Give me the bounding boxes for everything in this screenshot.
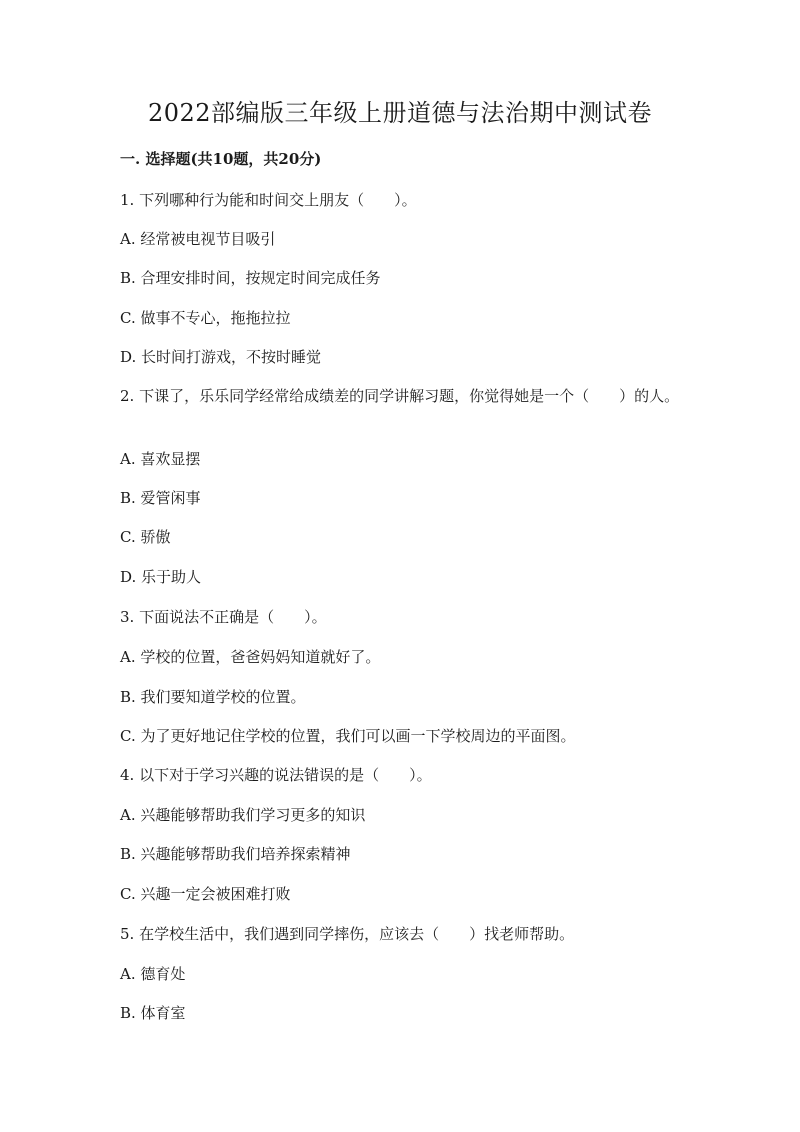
question-4-option-b: B. 兴趣能够帮助我们培养探索精神 <box>120 845 351 863</box>
question-5-option-b: B. 体育室 <box>120 1004 186 1022</box>
question-3-option-b: B. 我们要知道学校的位置。 <box>120 688 306 706</box>
section-heading: 一. 选择题(共10题，共20分) <box>120 150 322 168</box>
question-2-option-b: B. 爱管闲事 <box>120 489 201 507</box>
question-1-stem: 1. 下列哪种行为能和时间交上朋友（ ）。 <box>120 191 417 209</box>
question-4-option-c: C. 兴趣一定会被困难打败 <box>120 885 291 903</box>
question-3-stem: 3. 下面说法不正确是（ ）。 <box>120 608 327 626</box>
question-2-option-d: D. 乐于助人 <box>120 568 202 586</box>
question-1-option-c: C. 做事不专心，拖拖拉拉 <box>120 309 291 327</box>
question-3-option-a: A. 学校的位置，爸爸妈妈知道就好了。 <box>120 648 381 666</box>
question-1-option-d: D. 长时间打游戏，不按时睡觉 <box>120 348 322 366</box>
exam-title: 2022部编版三年级上册道德与法治期中测试卷 <box>147 99 653 127</box>
question-2-option-c: C. 骄傲 <box>120 528 171 546</box>
question-4-option-a: A. 兴趣能够帮助我们学习更多的知识 <box>120 806 366 824</box>
question-2-stem: 2. 下课了，乐乐同学经常给成绩差的同学讲解习题，你觉得她是一个（ ）的人。 <box>120 387 680 405</box>
question-2-option-a: A. 喜欢显摆 <box>120 450 201 468</box>
question-1-option-b: B. 合理安排时间，按规定时间完成任务 <box>120 269 381 287</box>
question-5-stem: 5. 在学校生活中，我们遇到同学摔伤，应该去（ ）找老师帮助。 <box>120 925 575 943</box>
question-1-option-a: A. 经常被电视节目吸引 <box>120 230 276 248</box>
question-3-option-c: C. 为了更好地记住学校的位置，我们可以画一下学校周边的平面图。 <box>120 727 576 745</box>
question-4-stem: 4. 以下对于学习兴趣的说法错误的是（ ）。 <box>120 766 432 784</box>
question-5-option-a: A. 德育处 <box>120 965 186 983</box>
